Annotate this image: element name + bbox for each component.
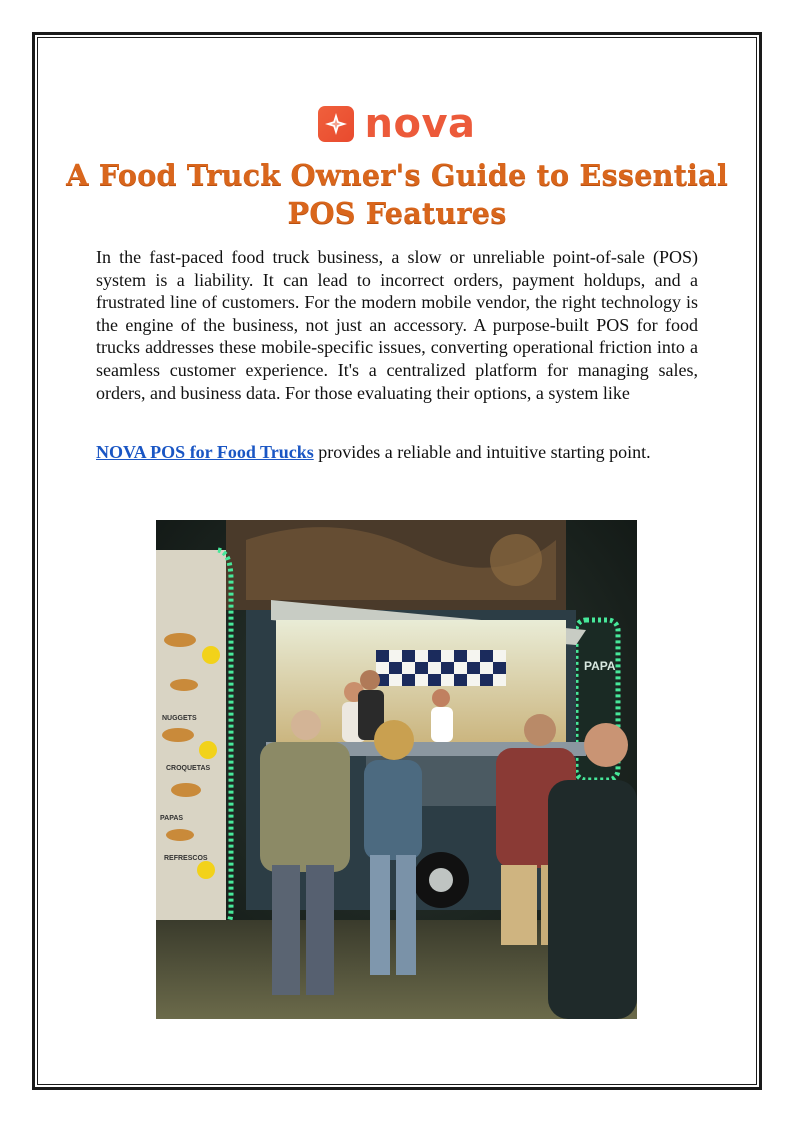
nova-logo xyxy=(0,101,794,147)
link-paragraph xyxy=(96,441,698,464)
menu-label-croquetas: CROQUETAS xyxy=(166,765,211,772)
page-title: A Food Truck Owner's Guide to Essential POS Features xyxy=(66,158,728,230)
menu-label-nuggets: NUGGETS xyxy=(162,715,197,722)
nova-pos-food-trucks-link[interactable]: NOVA POS for Food Trucks xyxy=(96,442,314,462)
menu-label-papas: PAPAS xyxy=(160,815,184,822)
logo-wordmark: nova xyxy=(364,101,476,147)
menu-label-refrescos: REFRESCOS xyxy=(164,855,208,862)
food-truck-photo xyxy=(156,520,637,1019)
sparkle-star-icon xyxy=(318,106,354,142)
intro-paragraph: In the fast-paced food truck business, a slow or unreliable point-of-sale (POS) system is a liability. It can lead to incorrect orders, payment holdups, and a frustrated line of customers. For the modern mobile vendor, the right technology is the engine of the business, not just an accessory. A purpose-built POS for food trucks addresses these mobile-specific issues, converting operational friction into a seamless customer experience. It's a centralized platform for managing sales, orders, and business data. For those evaluating their options, a system like xyxy=(96,247,698,403)
link-paragraph-rest: provides a reliable and intuitive starting point. xyxy=(313,442,651,462)
truck-sign-text: PAPA xyxy=(584,659,616,673)
